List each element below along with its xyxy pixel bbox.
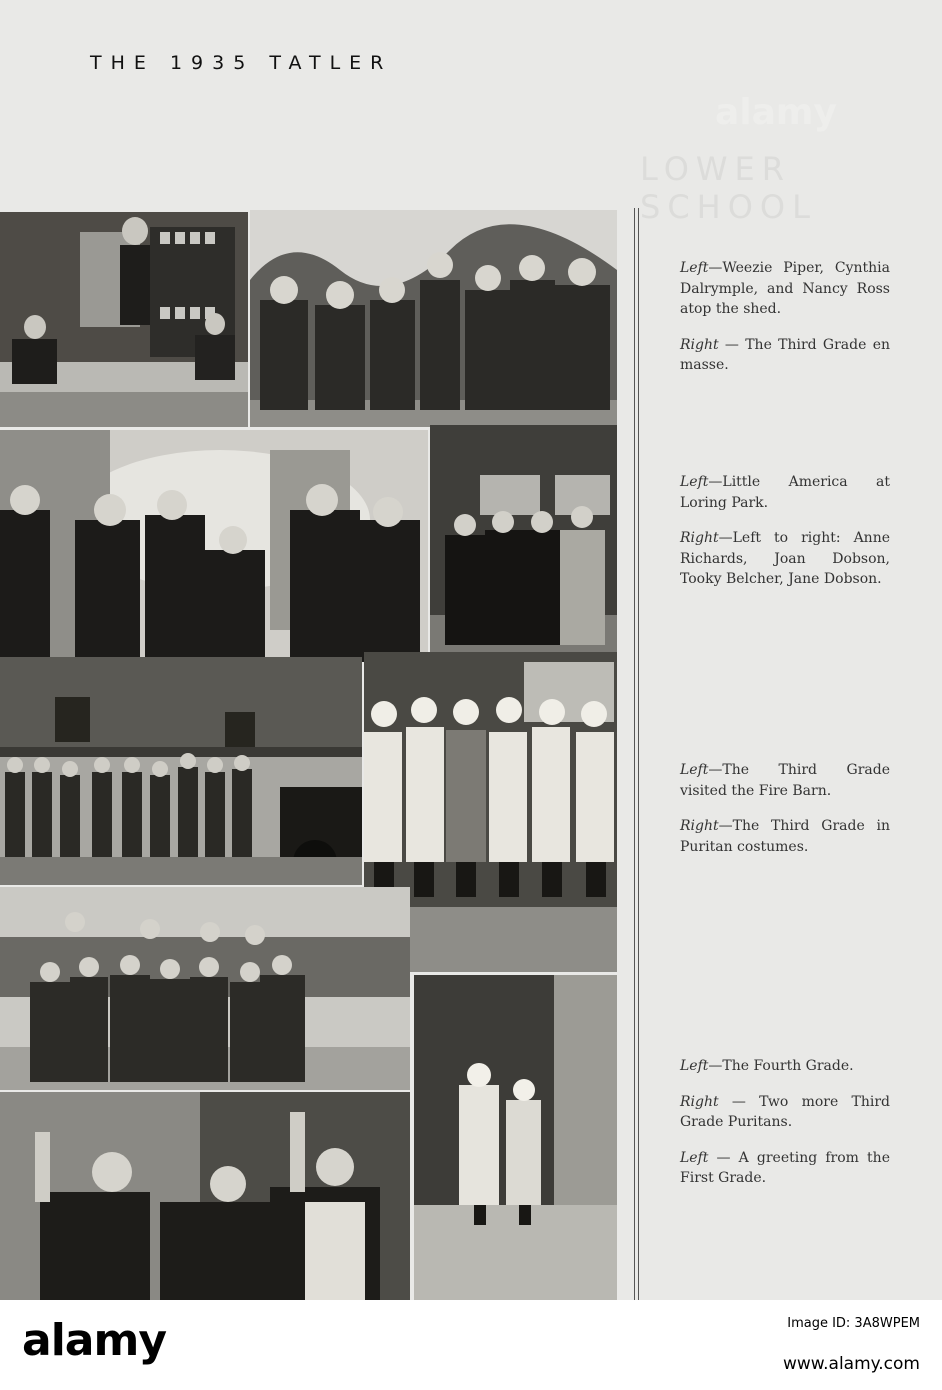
photo-fourth-grade: [0, 887, 410, 1090]
caption-right: Right—Left to right: Anne Richards, Joan Dobson, Tooky Belcher, Jane Dobson.: [680, 530, 890, 587]
caption-left-extra: Left — A greeting from the First Grade.: [680, 1149, 890, 1186]
brand-logo: alamy: [22, 1315, 166, 1366]
photo-shed: [0, 212, 248, 427]
photo-third-grade-en-masse: [250, 210, 617, 427]
caption-block-3: [680, 760, 890, 872]
page-header: THE 1935 TATLER: [90, 52, 393, 74]
site-url: www.alamy.com: [782, 1354, 920, 1374]
caption-left: Left—Little America at Loring Park.: [680, 474, 890, 511]
photo-fire-barn: [0, 657, 362, 885]
caption-right: Right — The Third Grade en masse.: [680, 336, 890, 373]
photo-little-america: [0, 430, 428, 662]
caption-block-1: [680, 258, 890, 391]
caption-right: Right — Two more Third Grade Puritans.: [680, 1093, 890, 1130]
vertical-rule: [634, 208, 639, 1300]
photo-first-grade-greeting: [0, 1092, 410, 1300]
bleed-through-heading: LOWER SCHOOL: [640, 150, 817, 226]
watermark-overlay: alamy: [715, 92, 837, 133]
stock-footer: [0, 1300, 942, 1390]
caption-left: Left—Weezie Piper, Cynthia Dalrymple, and Nancy Ross atop the shed.: [680, 260, 890, 317]
caption-left: Left—The Fourth Grade.: [680, 1058, 854, 1074]
image-id: Image ID: 3A8WPEM: [787, 1316, 920, 1331]
caption-right: Right—The Third Grade in Puritan costumes.: [680, 818, 890, 855]
caption-block-4: [680, 1056, 890, 1204]
caption-left: Left—The Third Grade visited the Fire Barn.: [680, 762, 890, 799]
caption-block-2: [680, 472, 890, 605]
photo-two-puritans: [414, 975, 617, 1300]
photo-four-girls: [430, 425, 617, 655]
